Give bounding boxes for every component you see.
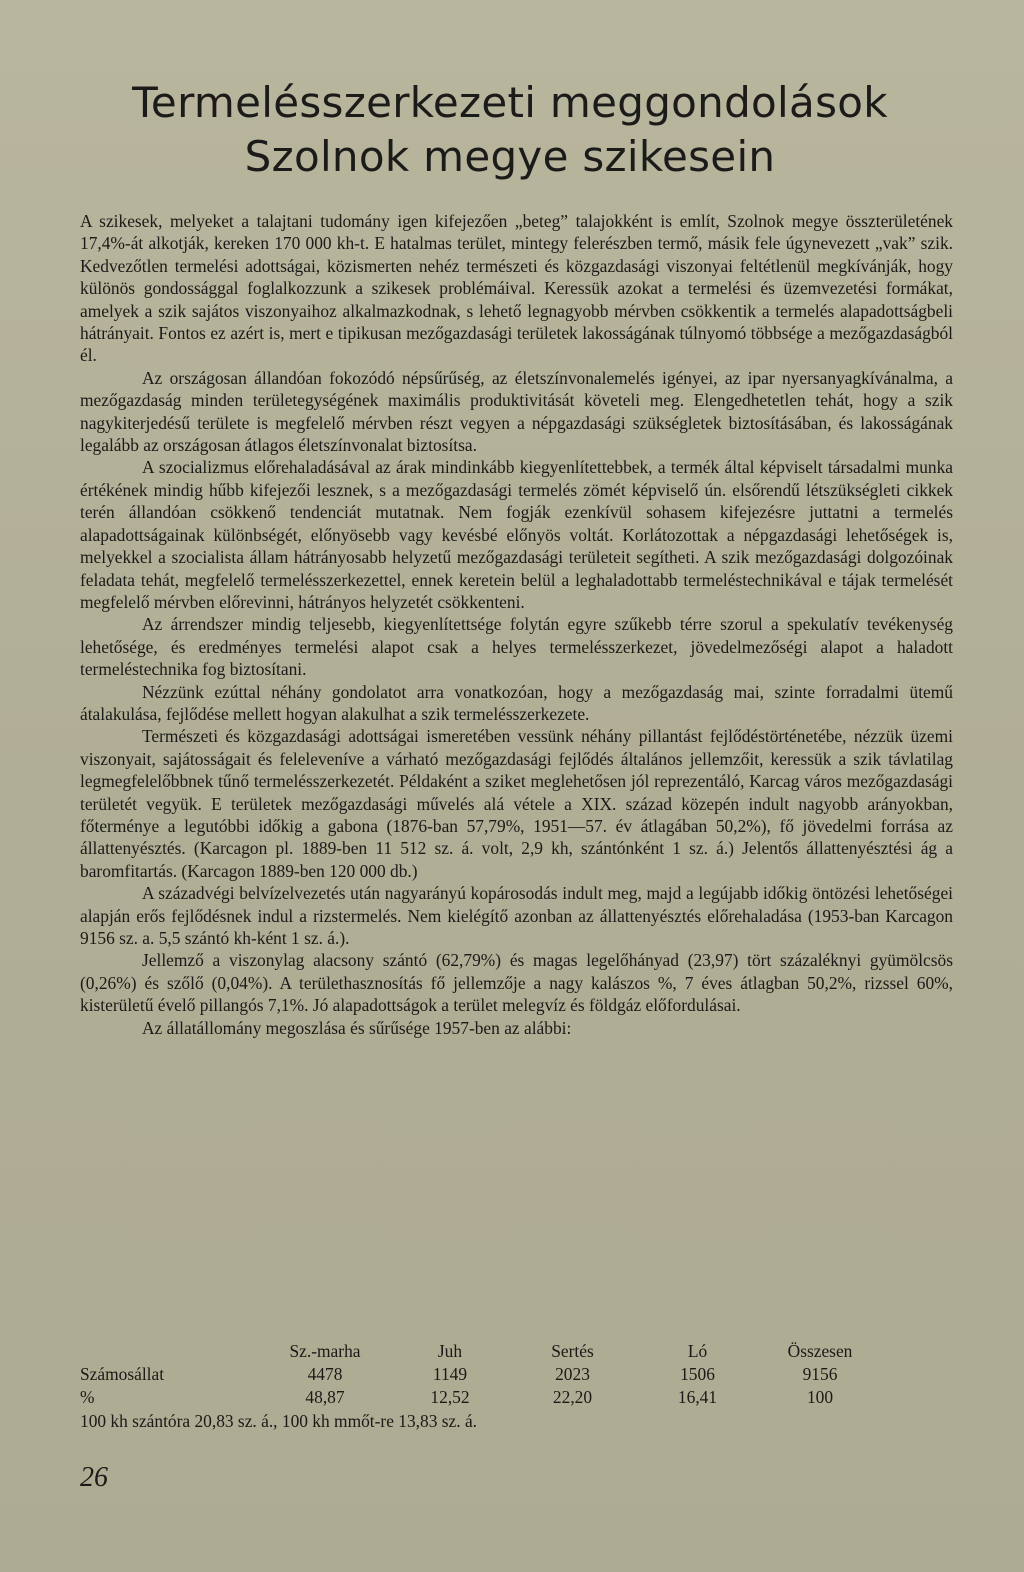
- table-row: [80, 1363, 880, 1386]
- paragraph: Természeti és közgazdasági adottságai ismeretében vessünk néhány pillantást fejlődéstörténetébe, nézzük üzemi viszonyait, sajátosságait és feleleveníve a várható mezőgazdasági fejlődés általános jellemzőit, keressük a szik távlatilag legmegfelelőbbnek tűnő termelésszerkezetét. Példaként a sziket meglehetősen jól reprezentáló, Karcag város mezőgazdasági területét vegyük. E területek mezőgazdasági művelés alá vétele a XIX. század közepén indult nagyobb arányokban, főterménye a legutóbbi időkig a gabona (1876-ban 57,79%, 1951—57. év átlagában 50,2%), fő jövedelmi forrása az állattenyésztés. (Karcagon pl. 1889-ben 11 512 sz. á. volt, 2,9 kh, szántónként 1 sz. á.) Jelentős állattenyésztési ág a baromfitartás. (Karcagon 1889-ben 120 000 db.): [80, 726, 953, 881]
- table-cell: 2023: [555, 1364, 590, 1384]
- column-header: Ló: [687, 1341, 708, 1361]
- article-body: [80, 210, 953, 1039]
- table-cell: 4478: [307, 1364, 343, 1384]
- livestock-table-block: [80, 1340, 953, 1433]
- table-cell: 1506: [680, 1364, 715, 1384]
- column-header: Juh: [437, 1341, 463, 1361]
- table-row: [80, 1386, 880, 1409]
- paragraph: A századvégi belvízelvezetés után nagyarányú kopárosodás indult meg, majd a legújabb időkig öntözési lehetőségei alapján erős fejlődésnek indul a rizstermelés. Nem kielégítő azonban az állattenyésztés előrehaladása (1953-ban Karcagon 9156 sz. a. 5,5 szántó kh-ként 1 sz. á.).: [80, 883, 953, 948]
- paragraph: Jellemző a viszonylag alacsony szántó (62,79%) és magas legelőhányad (23,97) tört százaléknyi gyümölcsös (0,26%) és szőlő (0,04%). A területhasznosítás fő jellemzője a nagy kalászos %, 7 éves átlagban 50,2%, rizssel 60%, kisterületű évelő pillangós 7,1%. Jó alapadottságok a terület melegvíz és földgáz előfordulásai.: [80, 950, 953, 1016]
- table-cell: 16,41: [677, 1387, 718, 1407]
- table-corner: [80, 1340, 260, 1363]
- title-line-1: Termelésszerkezeti meggondolások: [132, 78, 888, 127]
- paragraph: Az állatállomány megoszlása és sűrűsége 1957-ben az alábbi:: [142, 1017, 572, 1038]
- table-cell: 22,20: [552, 1387, 593, 1407]
- row-label: %: [80, 1387, 95, 1407]
- table-cell: 48,87: [305, 1387, 345, 1407]
- table-cell: 12,52: [430, 1387, 470, 1407]
- page-number: 26: [80, 1462, 108, 1493]
- table-header-row: [80, 1340, 880, 1363]
- paragraph: Nézzünk ezúttal néhány gondolatot arra vonatkozóan, hogy a mezőgazdaság mai, szinte forradalmi ütemű átalakulása, fejlődése mellett hogyan alakulhat a szik termelésszerkezete.: [80, 681, 953, 724]
- row-label: Számosállat: [80, 1364, 165, 1384]
- article-title: [60, 78, 960, 182]
- paragraph: Az országosan állandóan fokozódó népsűrűség, az életszínvonalemelés igényei, az ipar nyersanyagkívánalma, a mezőgazdaság minden területegységének maximális produktivitását követeli meg. Elengedhetetlen tehát, hogy a szik nagykiterjedésű területe is megfelelő mérvben részt vegyen a népgazdasági szükségletek biztosításában, és lakosságának legalább az országosan átlagos életszínvonalat biztosítsa.: [80, 367, 953, 456]
- table-cell: 100: [806, 1387, 834, 1407]
- table-cell: 9156: [802, 1364, 838, 1384]
- title-line-2: Szolnok megye szikesein: [244, 132, 776, 181]
- column-header: Sertés: [551, 1341, 594, 1361]
- table-footnote: 100 kh szántóra 20,83 sz. á., 100 kh mmőt-re 13,83 sz. á.: [80, 1411, 478, 1431]
- paragraph: Az árrendszer mindig teljesebb, kiegyenlítettsége folytán egyre szűkebb térre szorul a spekulatív tevékenység lehetősége, és eredményes termelési alapot csak a helyes termelésszerkezet, jövedelmezőségi alapot a haladott termeléstechnika fog biztosítani.: [80, 614, 953, 680]
- paragraph: A szocializmus előrehaladásával az árak mindinkább kiegyenlítettebbek, a termék által képviselt társadalmi munka értékének mindig hűbb kifejezői lesznek, s a mezőgazdasági termelés zömét képviselő ún. elsőrendű létszükségleti cikkek terén állandóan csökkenő tendenciát mutatnak. Nem fogják ezenkívül sohasem kifejezésre juttatni a termelés alapadottságainak különbségét, előnyösebb vagy kevésbé előnyös voltát. Korlátozottak a népgazdasági lehetőségek is, melyekkel a szocialista állam hátrányosabb helyzetű mezőgazdasági területeit segítheti. A szik mezőgazdasági dolgozóinak feladata tehát, megfelelő termelésszerkezettel, ennek keretein belül a leghaladottabb termeléstechnikával e tájak termelését megfelelő mérvben előrevinni, hátrányos helyzetét csökkenteni.: [80, 457, 953, 612]
- livestock-table: [80, 1340, 880, 1409]
- paragraph: A szikesek, melyeket a talajtani tudomány igen kifejezően „beteg” talajokként is említ, Szolnok megye összterületének 17,4%-át alkotják, kereken 170 000 kh-t. E hatalmas terület, mintegy felerészben termő, másik fele úgynevezett „vak” szik. Kedvezőtlen termelési adottságai, közismerten nehéz természeti és közgazdasági viszonyai feltétlenül megkívánják, hogy különös gondossággal foglalkozzunk a szikesek problémáival. Keressük azokat a termelési és üzemvezetési formákat, amelyek a szik sajátos viszonyaihoz alkalmazkodnak, s lehető legnagyobb mérvben csökkentik a termelés alapadottságbeli hátrányait. Fontos ez azért is, mert e tipikusan mezőgazdasági területek lakosságának túlnyomó többsége a mezőgazdaságból él.: [80, 211, 953, 366]
- column-header: Összesen: [787, 1341, 853, 1361]
- column-header: Sz.-marha: [289, 1341, 361, 1361]
- table-cell: 1149: [432, 1364, 468, 1384]
